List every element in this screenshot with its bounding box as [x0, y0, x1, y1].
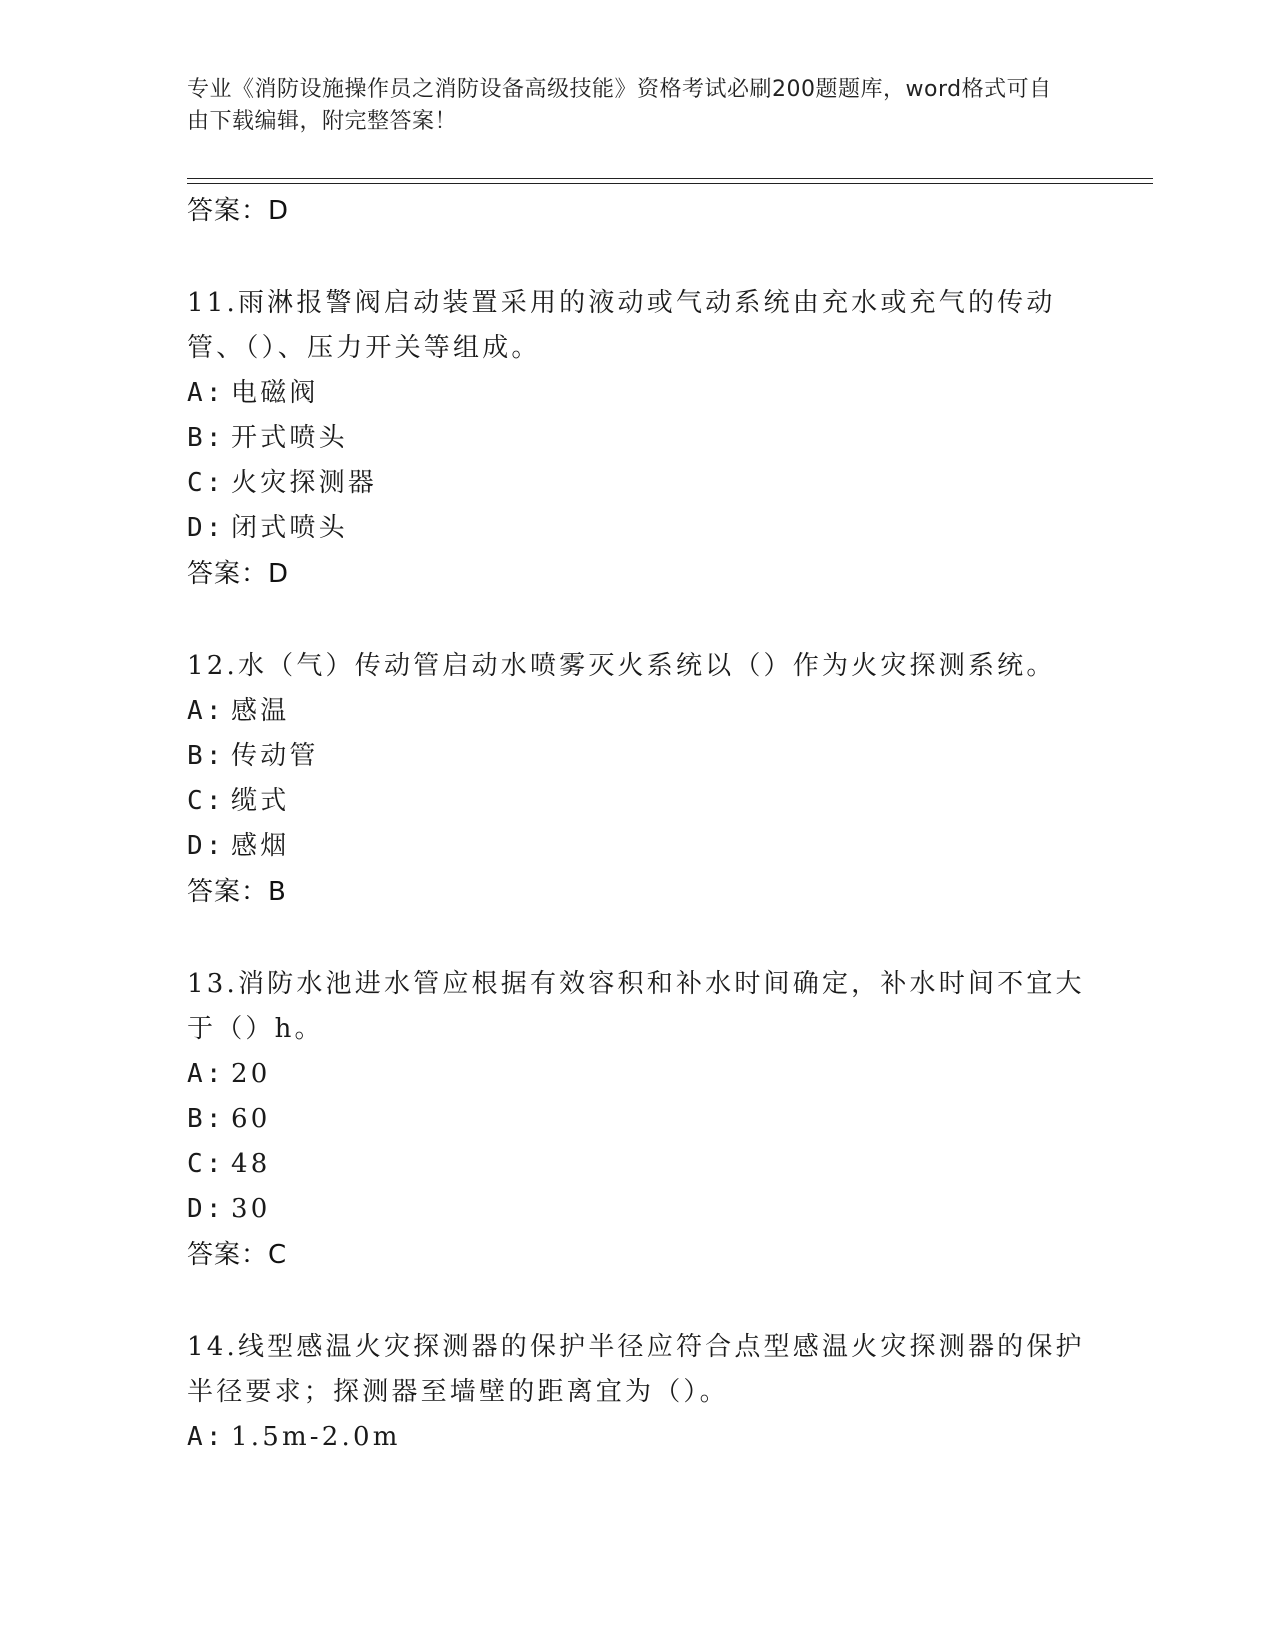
question-item [187, 281, 1087, 597]
answer-line [187, 869, 1087, 915]
option-text: 60 [231, 1104, 271, 1134]
option-c [187, 779, 1087, 824]
option-text: 火灾探测器 [231, 468, 378, 498]
answer-label: 答案： [187, 559, 269, 589]
option-key: B: [187, 741, 225, 771]
option-text: 20 [231, 1059, 271, 1089]
answer-line [187, 551, 1087, 597]
answer-label: 答案： [187, 196, 269, 226]
question-number: 12. [187, 651, 238, 681]
answer-value: C [268, 1240, 287, 1270]
question-item [187, 644, 1087, 915]
option-b [187, 416, 1087, 461]
option-text: 电磁阀 [231, 378, 319, 408]
question-body: 线型感温火灾探测器的保护半径应符合点型感温火灾探测器的保护半径要求；探测器至墙壁的距离宜为（）。 [187, 1332, 1085, 1407]
question-number: 14. [187, 1332, 238, 1362]
option-d [187, 506, 1087, 551]
option-key: C: [187, 468, 225, 498]
question-body: 消防水池进水管应根据有效容积和补水时间确定，补水时间不宜大于（）h。 [187, 969, 1085, 1044]
option-c [187, 461, 1087, 506]
question-number: 13. [187, 969, 238, 999]
option-key: C: [187, 1149, 225, 1179]
option-text: 48 [231, 1149, 271, 1179]
option-text: 感温 [231, 696, 290, 726]
answer-line [187, 188, 1087, 234]
option-key: A: [187, 378, 225, 408]
question-number: 11. [187, 288, 238, 318]
option-d [187, 1187, 1087, 1232]
question-item [187, 962, 1087, 1278]
question-list [187, 188, 1087, 1460]
header-divider-top [187, 178, 1153, 179]
question-body: 水（气）传动管启动水喷雾灭火系统以（）作为火灾探测系统。 [237, 651, 1056, 681]
option-b [187, 1097, 1087, 1142]
option-text: 传动管 [231, 741, 319, 771]
option-text: 缆式 [231, 786, 290, 816]
option-key: C: [187, 786, 225, 816]
option-key: D: [187, 513, 225, 543]
answer-value: D [268, 196, 289, 226]
option-text: 1.5m-2.0m [231, 1422, 401, 1452]
option-key: B: [187, 423, 225, 453]
answer-label: 答案： [187, 1240, 269, 1270]
question-text [187, 644, 1087, 689]
question-text [187, 962, 1087, 1052]
option-c [187, 1142, 1087, 1187]
option-key: D: [187, 1194, 225, 1224]
question-text [187, 281, 1087, 371]
option-key: A: [187, 1422, 225, 1452]
document-header: 专业《消防设施操作员之消防设备高级技能》资格考试必刷200题题库，word格式可自由下载编辑，附完整答案！ [187, 77, 1052, 134]
option-a [187, 371, 1087, 416]
answer-label: 答案： [187, 877, 269, 907]
option-key: D: [187, 831, 225, 861]
option-key: A: [187, 1059, 225, 1089]
option-a [187, 1052, 1087, 1097]
answer-value: D [268, 559, 289, 589]
answer-line [187, 1232, 1087, 1278]
option-key: A: [187, 696, 225, 726]
question-body: 雨淋报警阀启动装置采用的液动或气动系统由充水或充气的传动管、（）、压力开关等组成。 [187, 288, 1056, 363]
header-divider-bottom [187, 183, 1153, 184]
option-text: 开式喷头 [231, 423, 348, 453]
option-text: 感烟 [231, 831, 290, 861]
option-a [187, 689, 1087, 734]
question-item [187, 1325, 1087, 1460]
option-text: 闭式喷头 [231, 513, 348, 543]
option-text: 30 [231, 1194, 271, 1224]
option-a [187, 1415, 1087, 1460]
answer-value: B [268, 877, 286, 907]
option-d [187, 824, 1087, 869]
option-key: B: [187, 1104, 225, 1134]
question-text [187, 1325, 1087, 1415]
option-b [187, 734, 1087, 779]
